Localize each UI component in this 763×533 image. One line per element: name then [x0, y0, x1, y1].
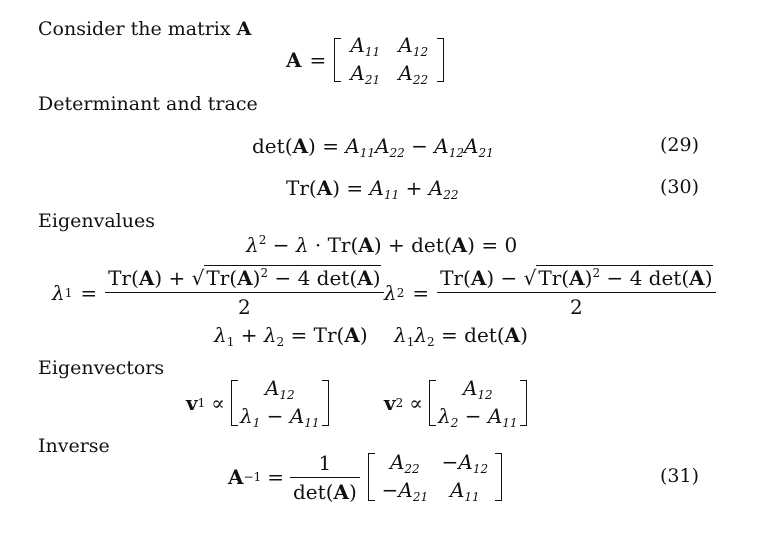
v1-right-bracket [322, 380, 329, 426]
symbol-A: A [286, 48, 302, 72]
equation-characteristic: $\lambda^2 - \lambda \cdot Tr(A) + \det(A) = 0$ [246, 233, 518, 257]
equation-eigenvector-v1: v 1 ∝ $A_{12}$ $\lambda_1 - A_{11}$ [186, 378, 329, 428]
heading-intro-text: Consider the matrix A [38, 18, 252, 40]
heading-inverse: Inverse [38, 435, 110, 457]
v2-right-bracket [520, 380, 527, 426]
v1-left-bracket [231, 380, 238, 426]
equation-trace: $Tr(A) = A_{11} + A_{22}$ [286, 176, 459, 202]
lambda1-fraction: $\frac{Tr(A) + √ Tr(A)^2 - 4 \det(A)}{2}$ [105, 266, 383, 319]
equation-determinant: $\det(A) = A_{11}A_{22} - A_{12}A_{21}$ [252, 134, 494, 160]
equation-lambda1: λ 1 = $\frac{Tr(A) + √ Tr(A)^2 - 4 \det(A)}{2}$ [52, 266, 384, 319]
v2-left-bracket [429, 380, 436, 426]
left-bracket [334, 38, 341, 82]
heading-intro [38, 18, 251, 40]
equation-number-31: (31) [660, 465, 700, 487]
matrix-A-entries [341, 33, 437, 87]
entry-a12: $A_{12}$ [398, 33, 429, 59]
equation-eigenvector-v2: v 2 ∝ $A_{12}$ $\lambda_2 - A_{11}$ [384, 378, 527, 428]
equation-inverse: A −1 = $\frac{1}{\det(A)}$ $A_{22}$ $-A_{12}$ $-A_{21}$ $A_{11}$ [228, 450, 502, 504]
equation-number-29: (29) [660, 134, 700, 156]
inverse-matrix-entries: $A_{22}$ $-A_{12}$ $-A_{21}$ $A_{11}$ [381, 450, 489, 504]
equation-eigen-product: $\lambda_1\lambda_2 = \det(A)$ [394, 323, 528, 349]
lambda2-fraction: $\frac{Tr(A) - √ Tr(A)^2 - 4 \det(A)}{2}$ [437, 266, 715, 319]
inverse-right-bracket [495, 453, 502, 501]
equals-sign: = [309, 48, 327, 72]
heading-eigenvalues: Eigenvalues [38, 210, 155, 232]
equation-eigen-sum: $\lambda_1 + \lambda_2 = Tr(A)$ [214, 323, 368, 349]
inverse-left-bracket [368, 453, 375, 501]
inverse-fraction: $\frac{1}{\det(A)}$ [290, 451, 360, 504]
heading-eigenvectors: Eigenvectors [38, 357, 165, 379]
equation-number-30: (30) [660, 176, 700, 198]
equation-lambda2: λ 2 = $\frac{Tr(A) - √ Tr(A)^2 - 4 \det(A)}{2}$ [384, 266, 716, 319]
heading-det-trace: Determinant and trace [38, 93, 258, 115]
matrix-definition [286, 33, 444, 87]
v2-entries: $A_{12}$ $\lambda_2 - A_{11}$ [438, 376, 518, 430]
v1-entries: $A_{12}$ $\lambda_1 - A_{11}$ [240, 376, 320, 430]
right-bracket [437, 38, 444, 82]
entry-a22: $A_{22}$ [398, 61, 429, 87]
entry-a11: $A_{11}$ [350, 33, 381, 59]
entry-a21: $A_{21}$ [350, 61, 381, 87]
